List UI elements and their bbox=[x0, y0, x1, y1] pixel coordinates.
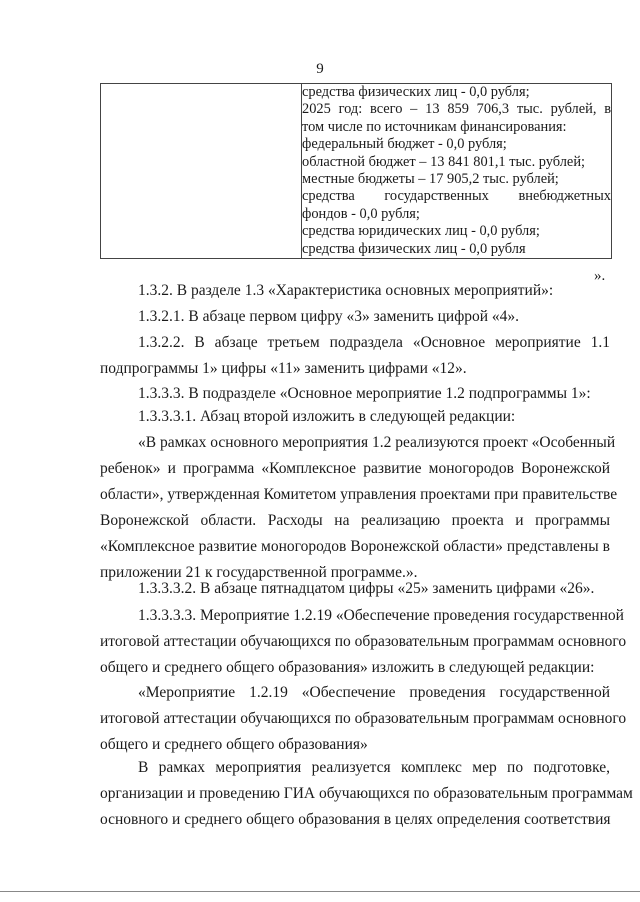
table-line: местные бюджеты – 17 905,2 тыс. рублей; bbox=[302, 171, 559, 188]
closing-quote: ». bbox=[594, 268, 606, 284]
table-left-cell bbox=[101, 84, 302, 259]
paragraph-line: основного и среднего общего образования в целях определения соответствия bbox=[100, 811, 611, 829]
page-number: 9 bbox=[316, 61, 324, 77]
table-line: средства физических лиц - 0,0 рубля; bbox=[302, 84, 530, 100]
paragraph-line: приложении 21 к государственной программе.». bbox=[100, 564, 418, 582]
paragraph-line: общего и среднего общего образования» изложить в следующей редакции: bbox=[100, 659, 595, 677]
paragraph-measure-description bbox=[100, 755, 633, 833]
table-line: том числе по источникам финансирования: bbox=[302, 118, 567, 135]
paragraph-1-3-2-2 bbox=[100, 330, 610, 382]
paragraph-1-3-2 bbox=[100, 278, 610, 304]
paragraph-1-3-2-1 bbox=[100, 304, 610, 330]
scan-bottom-edge bbox=[0, 891, 640, 892]
paragraph-line: ребенок» и программа «Комплексное развитие моногородов Воронежской bbox=[100, 460, 610, 478]
table-line: федеральный бюджет - 0,0 рубля; bbox=[302, 136, 507, 153]
paragraph-line: 1.3.3.3.2. В абзаце пятнадцатом цифры «25» заменить цифрами «26». bbox=[138, 580, 595, 597]
paragraph-line: 1.3.2.1. В абзаце первом цифру «3» заменить цифрой «4». bbox=[138, 308, 520, 325]
paragraph-measure-title bbox=[100, 680, 627, 758]
paragraph-1-3-3-3-3 bbox=[100, 603, 627, 681]
paragraph-line: подпрограммы 1» цифры «11» заменить цифрами «12». bbox=[100, 360, 467, 378]
table-line: фондов - 0,0 рубля; bbox=[302, 205, 420, 222]
paragraph-line: «Комплексное развитие моногородов Воронежской области» представлены в bbox=[100, 538, 610, 556]
paragraph-line: итоговой аттестации обучающихся по образовательным программам основного bbox=[100, 633, 627, 651]
paragraph-line: 1.3.3.3.1. Абзац второй изложить в следующей редакции: bbox=[138, 408, 516, 425]
paragraph-1-3-3-3-2 bbox=[100, 576, 610, 602]
paragraph-line: В рамках мероприятия реализуется комплекс мер по подготовке, bbox=[138, 759, 610, 776]
paragraph-line: 1.3.3.3. В подразделе «Основное мероприятие 1.2 подпрограммы 1»: bbox=[138, 385, 591, 402]
table-line: средства физических лиц - 0,0 рубля bbox=[302, 240, 526, 257]
paragraph-line: 1.3.3.3.3. Мероприятие 1.2.19 «Обеспечение проведения государственной bbox=[138, 607, 624, 624]
paragraph-1-3-3-3-1 bbox=[100, 404, 610, 430]
paragraph-quoted-text bbox=[100, 430, 618, 587]
financing-table bbox=[100, 83, 612, 259]
paragraph-line: 1.3.2. В разделе 1.3 «Характеристика основных мероприятий»: bbox=[138, 282, 554, 299]
paragraph-line: итоговой аттестации обучающихся по образовательным программам основного bbox=[100, 710, 627, 728]
paragraph-line: 1.3.2.2. В абзаце третьем подраздела «Основное мероприятие 1.1 bbox=[138, 334, 610, 351]
paragraph-line: организации и проведению ГИА обучающихся по образовательным программам bbox=[100, 785, 633, 803]
table-line: 2025 год: всего – 13 859 706,3 тыс. рублей, в bbox=[302, 101, 611, 118]
table-line: областной бюджет – 13 841 801,1 тыс. рублей; bbox=[302, 153, 586, 170]
paragraph-line: общего и среднего общего образования» bbox=[100, 736, 368, 754]
table-line: средства государственных внебюджетных bbox=[302, 188, 611, 205]
paragraph-line: «Мероприятие 1.2.19 «Обеспечение проведения государственной bbox=[138, 684, 610, 701]
table-line: средства юридических лиц - 0,0 рубля; bbox=[302, 223, 540, 240]
table-right-cell bbox=[302, 84, 612, 259]
paragraph-line: Воронежской области. Расходы на реализацию проекта и программы bbox=[100, 512, 610, 530]
paragraph-line: «В рамках основного мероприятия 1.2 реализуются проект «Особенный bbox=[138, 434, 616, 451]
paragraph-line: области», утвержденная Комитетом управления проектами при правительстве bbox=[100, 486, 618, 504]
